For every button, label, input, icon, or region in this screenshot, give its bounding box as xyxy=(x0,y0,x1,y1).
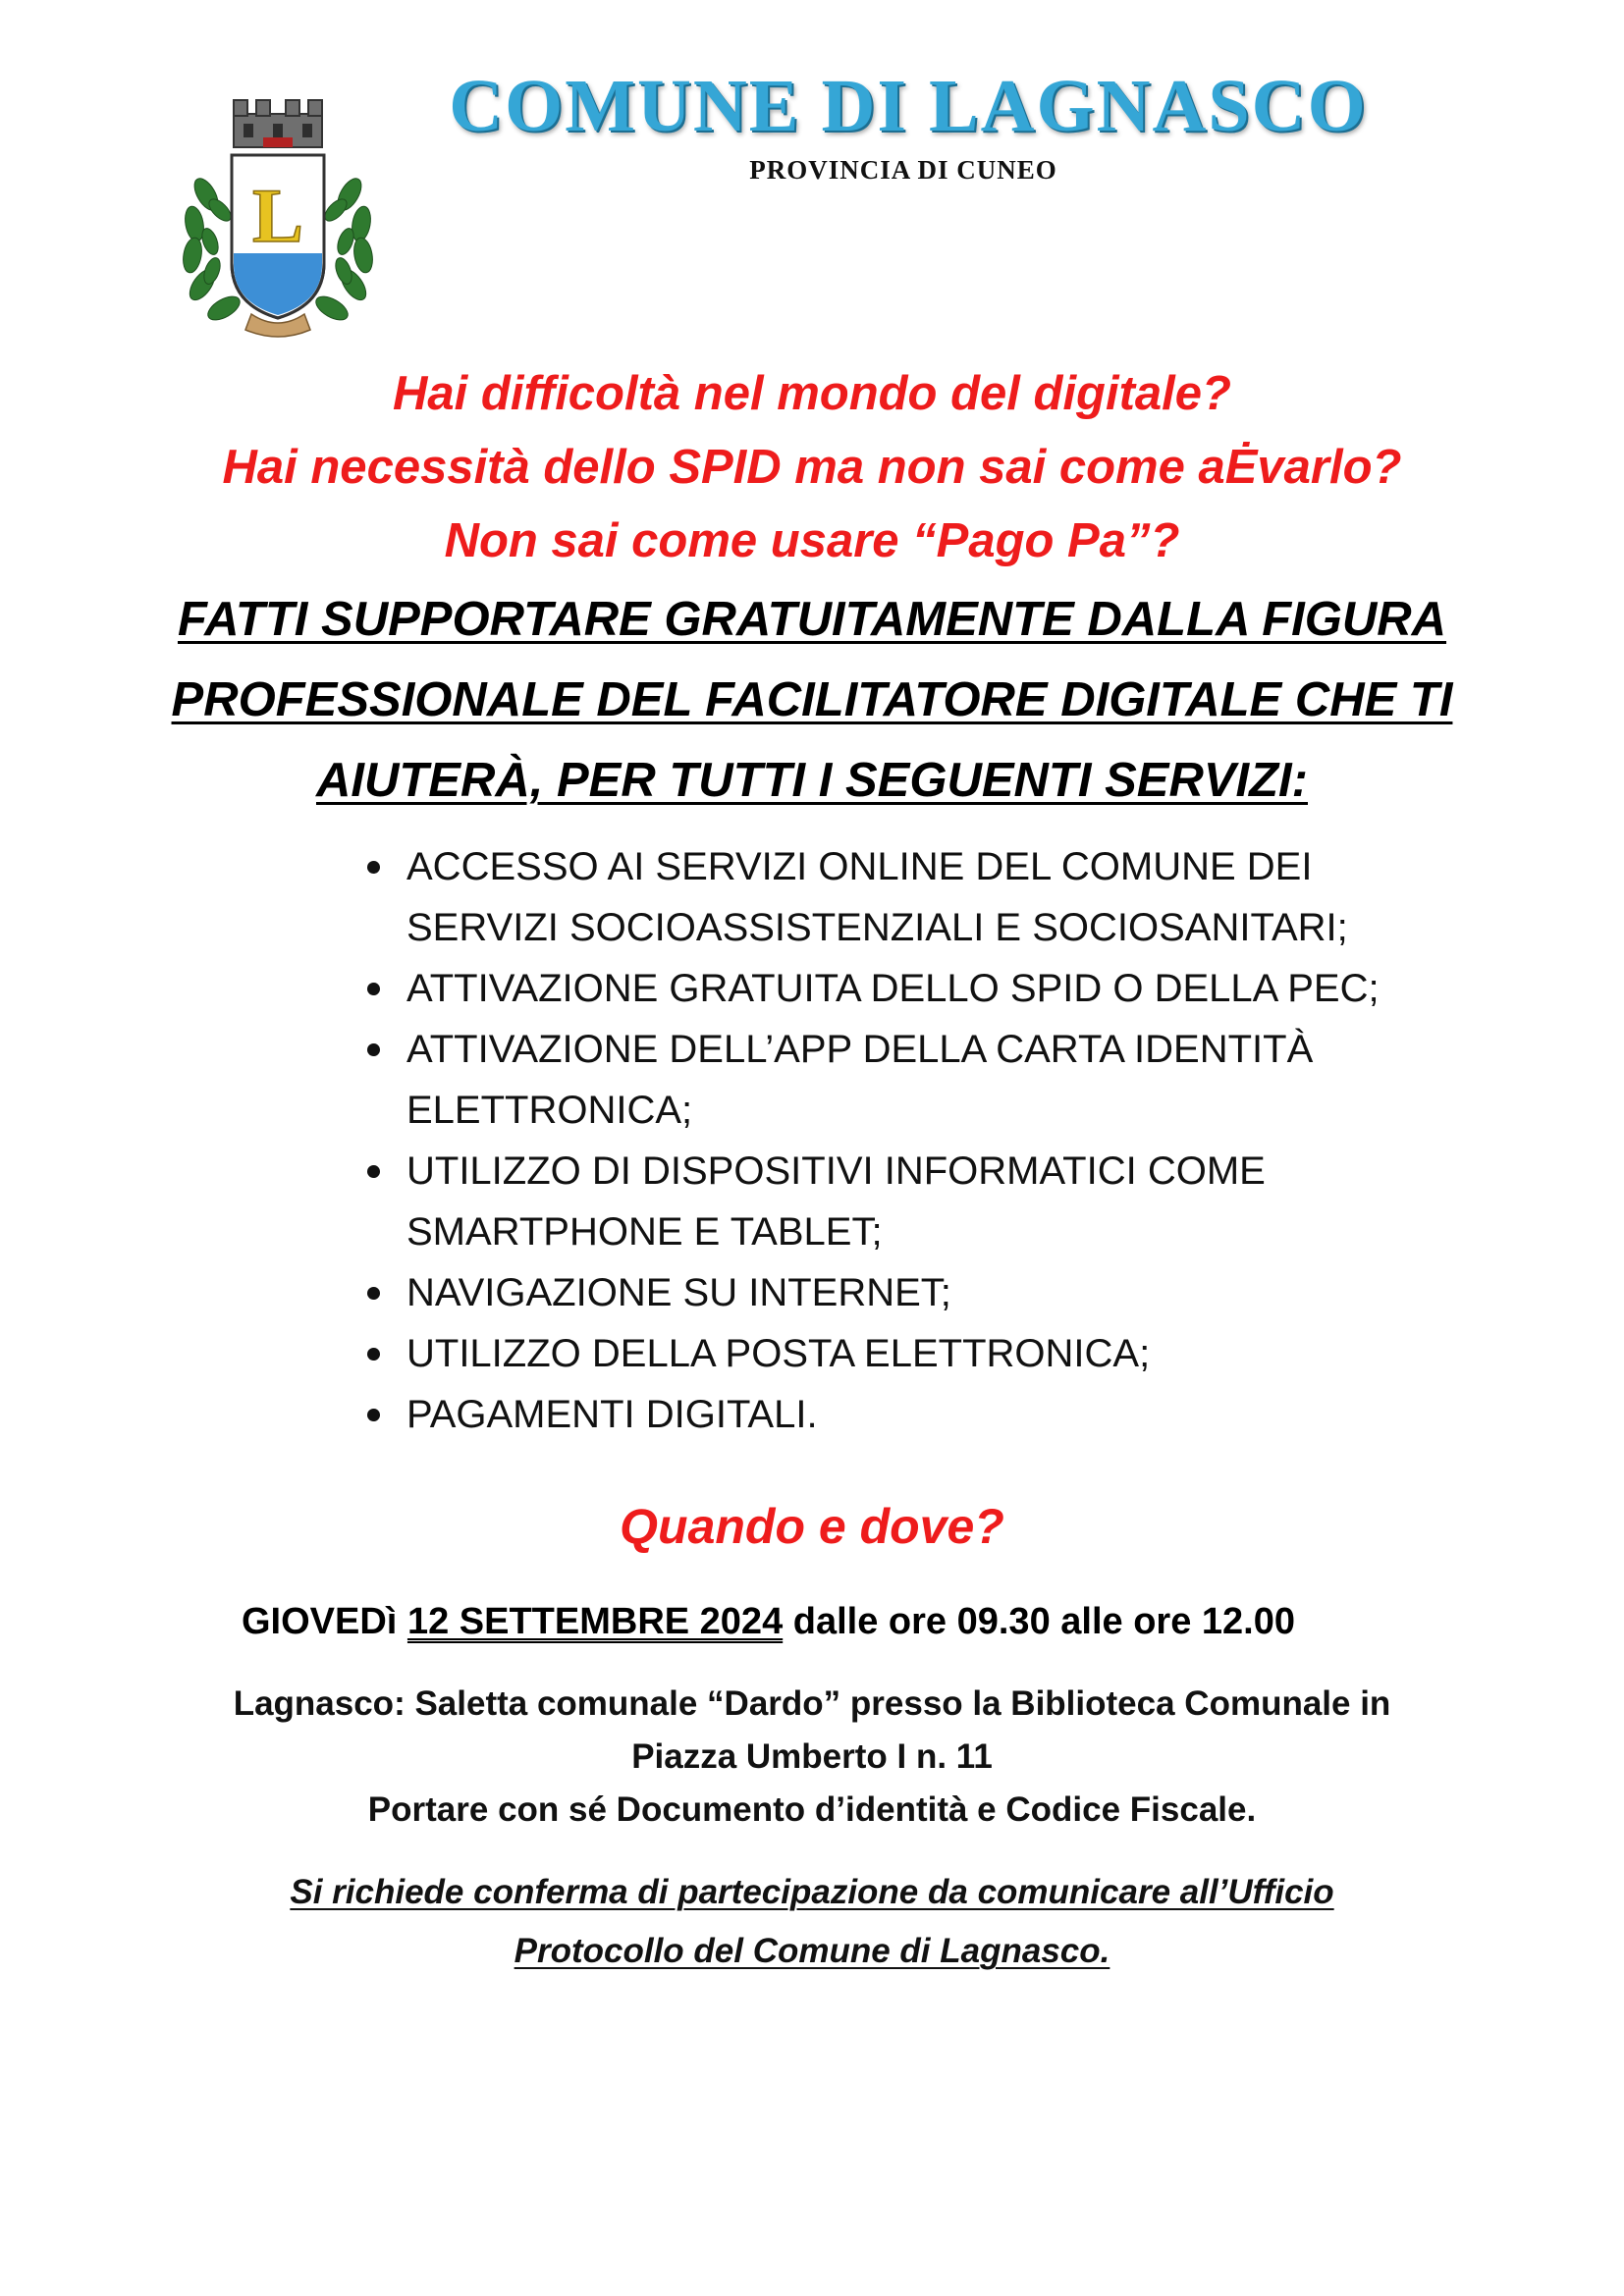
confirmation-line: Protocollo del Comune di Lagnasco. xyxy=(514,1932,1110,1970)
confirmation-line: Si richiede conferma di partecipazione da comunicare all’Ufficio xyxy=(290,1873,1334,1911)
event-date-time xyxy=(242,1595,1518,1648)
location-line: Piazza Umberto I n. 11 xyxy=(631,1737,993,1776)
list-item xyxy=(365,1262,1524,1323)
svg-text:L: L xyxy=(251,173,304,258)
list-item xyxy=(365,958,1524,1019)
documents-note: Portare con sé Documento d’identità e Codice Fiscale. xyxy=(367,1790,1257,1829)
headline-line: AIUTERÀ, PER TUTTI I SEGUENTI SERVIZI: xyxy=(315,754,1308,807)
bullet-icon xyxy=(367,1043,380,1056)
town-name-title: COMUNE DI LAGNASCO xyxy=(449,65,1368,147)
service-text: NAVIGAZIONE SU INTERNET; xyxy=(406,1271,951,1314)
question-line: Hai difficoltà nel mondo del digitale? xyxy=(393,367,1231,420)
province-subtitle: PROVINCIA DI CUNEO xyxy=(749,155,1057,185)
service-text: ACCESSO AI SERVIZI ONLINE DEL COMUNE DEI xyxy=(406,845,1313,888)
location-line: Lagnasco: Saletta comunale “Dardo” presso la Biblioteca Comunale in xyxy=(233,1684,1391,1723)
bullet-icon xyxy=(367,1409,380,1421)
bullet-icon xyxy=(367,1165,380,1178)
service-text: ELETTRONICA; xyxy=(406,1089,693,1132)
list-item xyxy=(365,1141,1524,1262)
headline-line: PROFESSIONALE DEL FACILITATORE DIGITALE CHE TI xyxy=(171,673,1453,726)
list-item xyxy=(365,1384,1524,1445)
services-list xyxy=(365,836,1524,1445)
service-text: SMARTPHONE E TABLET; xyxy=(406,1210,883,1254)
event-weekday: GIOVEDì xyxy=(242,1601,398,1642)
event-date: 12 SETTEMBRE 2024 xyxy=(406,1601,784,1642)
bullet-icon xyxy=(367,983,380,995)
when-where-heading: Quando e dove? xyxy=(620,1499,1004,1554)
support-headline xyxy=(0,579,1624,821)
confirmation-note xyxy=(0,1863,1624,1981)
service-text: PAGAMENTI DIGITALI. xyxy=(406,1393,818,1436)
question-line: Non sai come usare “Pago Pa”? xyxy=(444,514,1180,567)
list-item xyxy=(365,1323,1524,1384)
service-text: ATTIVAZIONE DELL’APP DELLA CARTA IDENTITÀ xyxy=(406,1028,1314,1071)
question-line: Hai necessità dello SPID ma non sai come aĖvarlo? xyxy=(222,441,1402,494)
service-text: UTILIZZO DELLA POSTA ELETTRONICA; xyxy=(406,1332,1151,1375)
list-item xyxy=(365,1019,1524,1141)
service-text: ATTIVAZIONE GRATUITA DELLO SPID O DELLA PEC; xyxy=(406,967,1380,1010)
service-text: SERVIZI SOCIOASSISTENZIALI E SOCIOSANITARI; xyxy=(406,906,1348,949)
bullet-icon xyxy=(367,1348,380,1361)
list-item xyxy=(365,836,1524,958)
headline-line: FATTI SUPPORTARE GRATUITAMENTE DALLA FIGURA xyxy=(177,593,1447,646)
event-time: dalle ore 09.30 alle ore 12.00 xyxy=(792,1601,1295,1642)
event-location xyxy=(0,1678,1624,1837)
service-text: UTILIZZO DI DISPOSITIVI INFORMATICI COME xyxy=(406,1149,1266,1193)
questions-block xyxy=(0,357,1624,578)
bullet-icon xyxy=(367,1287,380,1300)
coat-of-arms-icon xyxy=(173,86,383,342)
bullet-icon xyxy=(367,861,380,874)
